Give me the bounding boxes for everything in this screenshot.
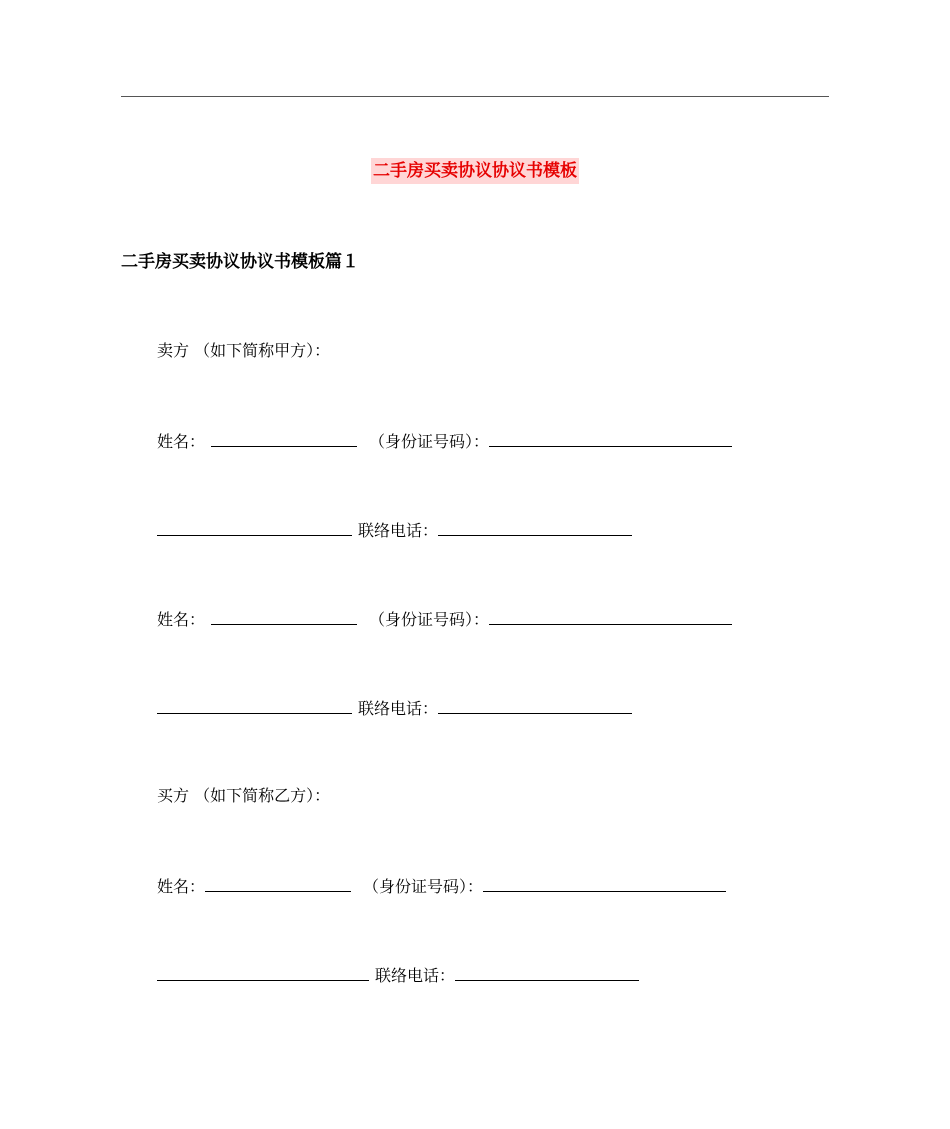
seller-intro: 卖方 （如下简称甲方）： [157, 341, 331, 360]
seller-2-extra-field[interactable] [157, 695, 352, 714]
seller-2-name-field[interactable] [211, 606, 357, 625]
seller-1-phone-row [157, 517, 632, 543]
name-label: 姓名： [157, 432, 206, 451]
buyer-1-name-row [157, 873, 726, 899]
seller-2-phone-field[interactable] [438, 695, 632, 714]
id-label: （身份证号码）： [369, 610, 490, 629]
name-label: 姓名： [157, 610, 206, 629]
seller-2-id-field[interactable] [489, 606, 732, 625]
seller-2-name-row [157, 606, 732, 632]
buyer-1-extra-field[interactable] [157, 962, 369, 981]
buyer-1-id-field[interactable] [483, 873, 726, 892]
document-title: 二手房买卖协议协议书模板 [371, 158, 579, 184]
seller-1-name-field[interactable] [211, 428, 357, 447]
buyer-intro: 买方 （如下简称乙方）： [157, 786, 331, 805]
name-label: 姓名： [157, 877, 206, 896]
title-container [0, 158, 950, 184]
header-divider [121, 96, 829, 97]
seller-1-phone-field[interactable] [438, 517, 632, 536]
phone-label: 联络电话： [358, 521, 439, 540]
id-label: （身份证号码）： [363, 877, 484, 896]
buyer-1-phone-field[interactable] [455, 962, 639, 981]
buyer-1-name-field[interactable] [205, 873, 351, 892]
seller-1-extra-field[interactable] [157, 517, 352, 536]
seller-2-phone-row [157, 695, 632, 721]
section-heading: 二手房买卖协议协议书模板篇１ [121, 252, 359, 272]
seller-1-name-row [157, 428, 732, 454]
buyer-1-phone-row [157, 962, 639, 988]
seller-1-id-field[interactable] [489, 428, 732, 447]
id-label: （身份证号码）： [369, 432, 490, 451]
phone-label: 联络电话： [358, 699, 439, 718]
phone-label: 联络电话： [375, 966, 456, 985]
